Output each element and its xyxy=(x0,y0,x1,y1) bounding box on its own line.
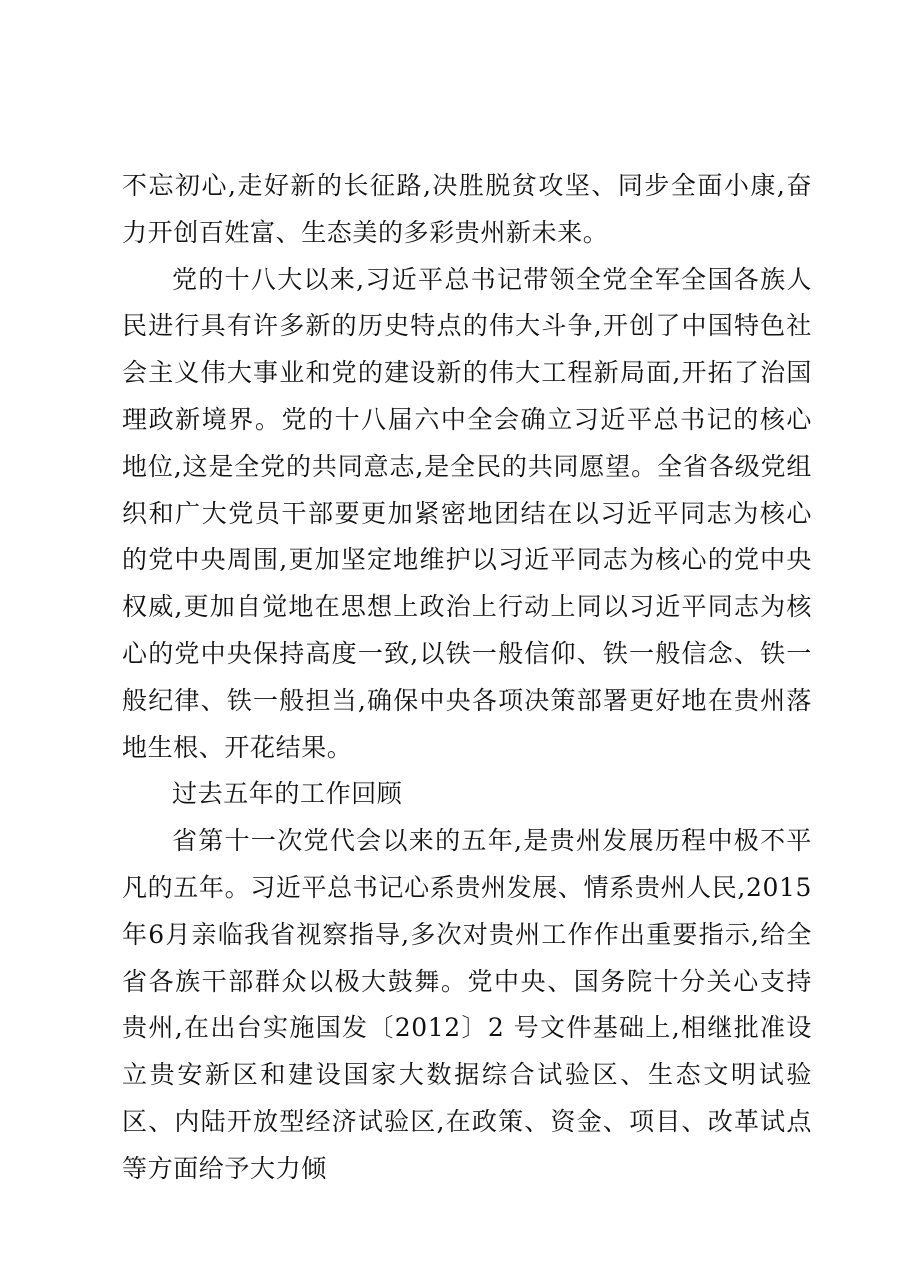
paragraph-review: 省第十一次党代会以来的五年,是贵州发展历程中极不平凡的五年。习近平总书记心系贵州发展、情系贵州人民,2015 年6月亲临我省视察指导,多次对贵州工作作出重要指示,给全省各族干部群众以极大鼓舞。党中央、国务院十分关心支持贵州,在出台实施国发〔2012〕2 号文件基础上,相继批准设立贵安新区和建设国家大数据综合试验区、生态文明试验区、内陆开放型经济试验区,在政策、资金、项目、改革试点等方面给予大力倾 xyxy=(122,826,812,1183)
paragraph-leadership: 党的十八大以来,习近平总书记带领全党全军全国各族人民进行具有许多新的历史特点的伟大斗争,开创了中国特色社会主义伟大事业和党的建设新的伟大工程新局面,开拓了治国理政新境界。党的十八届六中全会确立习近平总书记的核心地位,这是全党的共同意志,是全民的共同愿望。全省各级党组织和广大党员干部要更加紧密地团结在以习近平同志为核心的党中央周围,更加坚定地维护以习近平同志为核心的党中央权威,更加自觉地在思想上政治上行动上同以习近平同志为核心的党中央保持高度一致,以铁一般信仰、铁一般信念、铁一般纪律、铁一般担当,确保中央各项决策部署更好地在贵州落地生根、开花结果。 xyxy=(122,264,812,762)
section-heading: 过去五年的工作回顾 xyxy=(172,779,403,809)
paragraph-continuation: 不忘初心,走好新的长征路,决胜脱贫攻坚、同步全面小康,奋力开创百姓富、生态美的多彩贵州新未来。 xyxy=(122,171,812,247)
document-body xyxy=(122,163,812,1193)
